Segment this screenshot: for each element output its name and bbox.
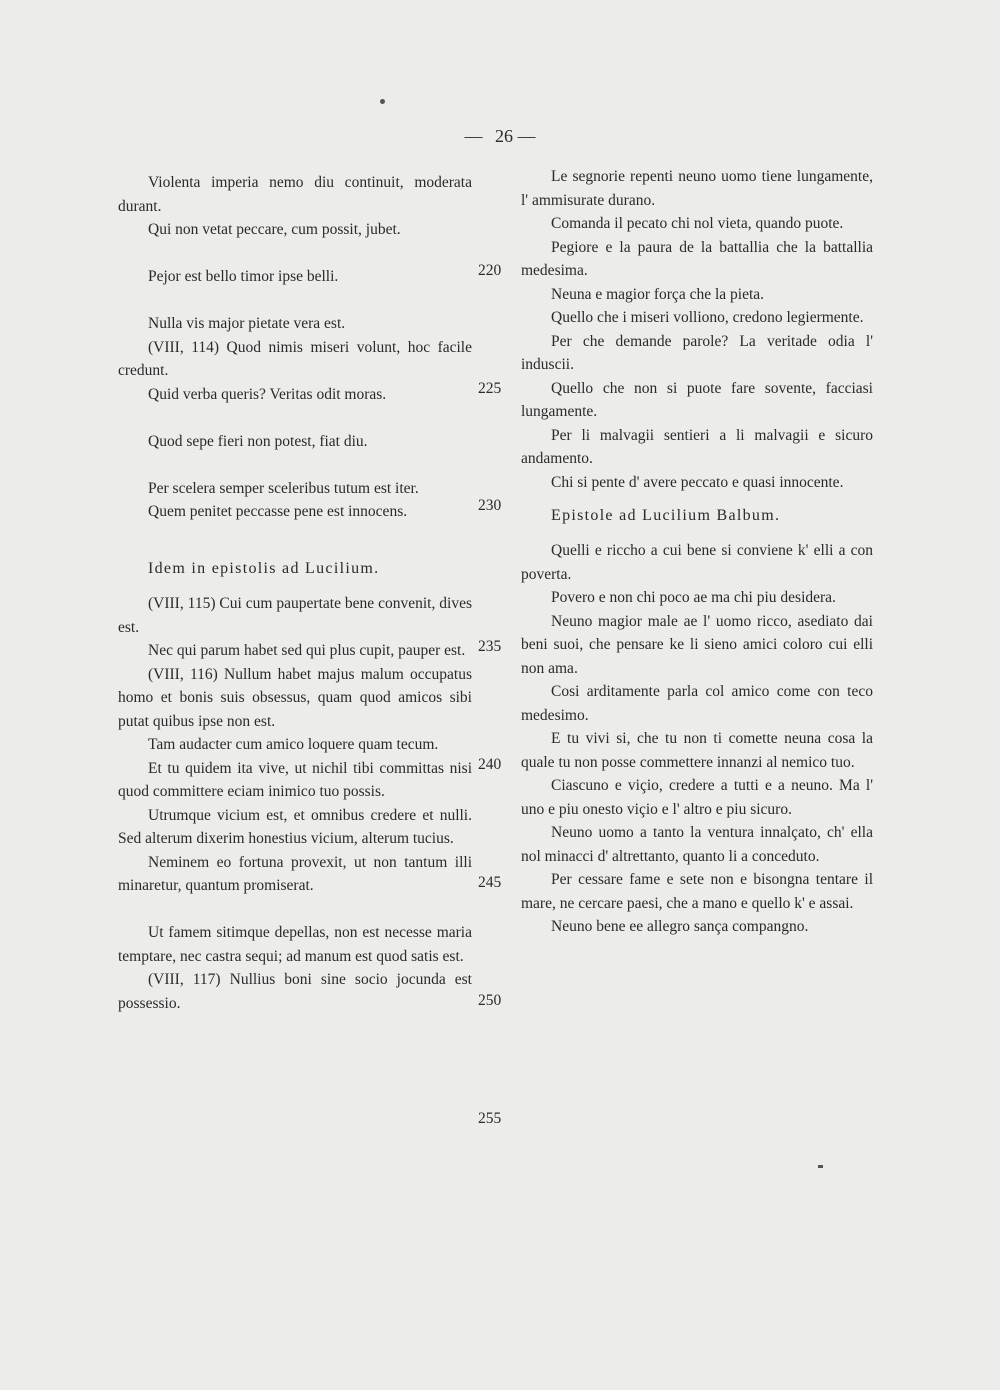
italian-verse: Neuno bene ee allegro sança compangno. [551, 918, 809, 935]
latin-verse: (VIII, 116) Nullum habet majus malum occupatus homo et bonis suis obsessus, quam quod amicos sibi putat quibus ipse non est. [118, 665, 472, 730]
ink-mark [818, 1165, 823, 1168]
latin-verse: Quid verba queris? Veritas odit moras. [148, 385, 387, 403]
latin-verse: Violenta imperia nemo diu continuit, moderata durant. [118, 174, 472, 215]
line-number: 225 [478, 380, 502, 397]
italian-section-heading: Epistole ad Lucilium Balbum. [551, 507, 781, 524]
line-number: 220 [478, 262, 502, 279]
line-number: 230 [478, 497, 502, 514]
italian-verse: Quelli e riccho a cui bene si conviene k' elli a con poverta. [521, 542, 873, 583]
latin-verse: Et tu quidem ita vive, ut nichil tibi committas nisi quod committere eciam inimico tuo possis. [118, 759, 472, 800]
latin-verse: Per scelera semper sceleribus tutum est iter. [148, 479, 419, 497]
italian-verse: Cosi arditamente parla col amico come con teco medesimo. [521, 683, 873, 724]
italian-verse: Le segnorie repenti neuno uomo tiene lungamente, l' ammisurate durano. [521, 168, 873, 209]
italian-verse: Neuno magior male ae l' uomo ricco, asediato dai beni suoi, che pensare ke li sieno amici coloro cui elli non ama. [521, 612, 873, 677]
line-number: 255 [478, 1110, 502, 1127]
line-number: 245 [478, 874, 502, 891]
page-number: 26 [495, 126, 513, 146]
latin-verse: Tam audacter cum amico loquere quam tecum. [148, 736, 439, 753]
latin-verse: (VIII, 115) Cui cum paupertate bene convenit, dives est. [118, 595, 472, 636]
page-header: — 26 — [464, 126, 536, 146]
italian-verse: Per li malvagii sentieri a li malvagii e sicuro andamento. [521, 426, 873, 467]
italian-column [521, 165, 873, 939]
italian-verse: Ciascuno e viçio, credere a tutti e a neuno. Ma l' uno e piu onesto viçio e l' altro e piu sicuro. [521, 777, 873, 818]
latin-section-heading: Idem in epistolis ad Lucilium. [148, 560, 380, 577]
latin-verse: Utrumque vicium est, et omnibus credere et nulli. Sed alterum dixerim honestius vicium, alterum tucius. [118, 806, 472, 847]
latin-verse: (VIII, 117) Nullius boni sine socio jocunda est possessio. [118, 971, 472, 1012]
italian-verse: Povero e non chi poco ae ma chi piu desidera. [551, 589, 836, 606]
latin-verse: Qui non vetat peccare, cum possit, jubet. [148, 221, 401, 238]
latin-verse: Nec qui parum habet sed qui plus cupit, pauper est. [148, 642, 466, 659]
italian-verse: Neuna e magior força che la pieta. [551, 285, 765, 303]
line-number: 250 [478, 992, 502, 1009]
line-number: 235 [478, 638, 502, 655]
italian-verse: Pegiore e la paura de la battallia che la battallia medesima. [521, 238, 873, 279]
italian-verse: Per cessare fame e sete non e bisongna tentare il mare, ne cercare paesi, che a mano e quello k' e assai. [521, 871, 873, 912]
latin-verse: Pejor est bello timor ipse belli. [148, 268, 339, 285]
latin-verse: Nulla vis major pietate vera est. [148, 315, 346, 332]
latin-verse: Ut famem sitimque depellas, non est necesse maria temptare, nec castra sequi; ad manum est quod satis est. [118, 924, 472, 965]
line-number: 240 [478, 756, 502, 773]
italian-verse: Quello che i miseri volliono, credono legiermente. [551, 309, 864, 326]
latin-verse: Quem penitet peccasse pene est innocens. [148, 503, 408, 520]
italian-verse: Neuno uomo a tanto la ventura innalçato, ch' ella nol minacci d' altrettanto, quanto li a conceduto. [521, 824, 873, 865]
italian-verse: Chi si pente d' avere peccato e quasi innocente. [551, 473, 844, 491]
italian-verse: E tu vivi si, che tu non ti comette neuna cosa la quale tu non posse commettere innanzi al nemico tuo. [521, 730, 873, 771]
italian-verse: Comanda il pecato chi nol vieta, quando puote. [551, 215, 844, 232]
latin-verse: (VIII, 114) Quod nimis miseri volunt, hoc facile credunt. [118, 338, 472, 379]
latin-verse: Quod sepe fieri non potest, fiat diu. [148, 432, 368, 450]
page-speck [380, 99, 385, 104]
latin-column [118, 171, 472, 1015]
latin-verse: Neminem eo fortuna provexit, ut non tantum illi minaretur, quantum promiserat. [118, 853, 472, 894]
italian-verse: Per che demande parole? La veritade odia l' induscii. [521, 332, 873, 373]
italian-verse: Quello che non si puote fare sovente, facciasi lungamente. [521, 379, 873, 420]
